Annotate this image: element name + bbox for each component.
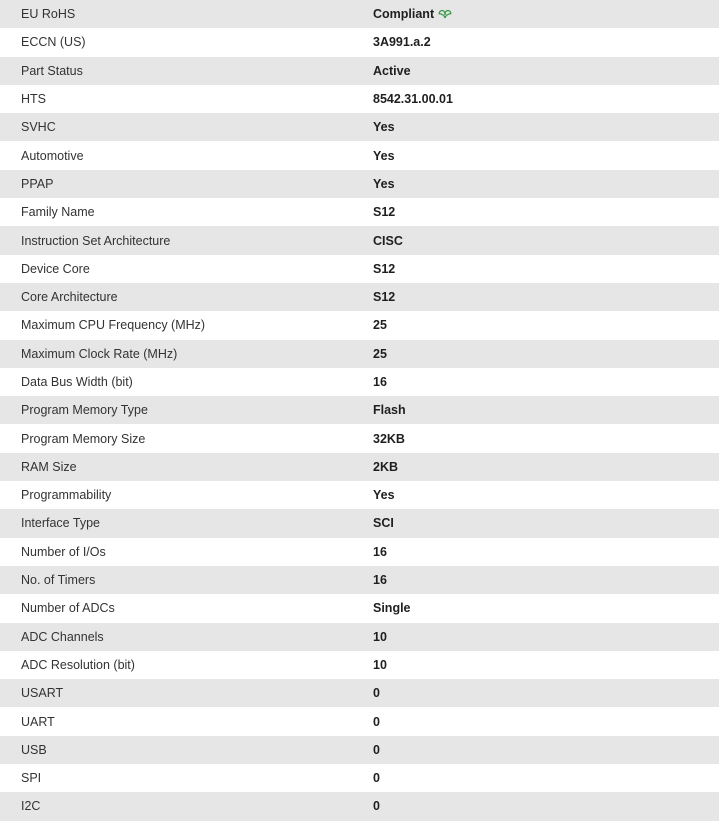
spec-label: Instruction Set Architecture [21, 233, 171, 248]
spec-label: Core Architecture [21, 290, 118, 305]
spec-row [0, 679, 719, 707]
spec-value-cell [373, 57, 719, 85]
spec-value-cell [373, 28, 719, 56]
spec-value-cell [373, 509, 719, 537]
spec-label: ADC Channels [21, 629, 104, 644]
spec-row [0, 311, 719, 339]
spec-row [0, 283, 719, 311]
spec-value: 8542.31.00.01 [373, 92, 453, 107]
spec-value: SCI [373, 516, 394, 531]
spec-value: 16 [373, 544, 387, 559]
spec-label: SVHC [21, 120, 56, 135]
spec-label: EU RoHS [21, 7, 76, 22]
spec-value: 3A991.a.2 [373, 35, 431, 50]
spec-label: Part Status [21, 63, 83, 78]
spec-label: Number of ADCs [21, 601, 115, 616]
spec-label: No. of Timers [21, 573, 96, 588]
spec-label: USB [21, 742, 47, 757]
spec-value-cell [373, 538, 719, 566]
spec-value: S12 [373, 261, 396, 276]
spec-row [0, 764, 719, 792]
spec-value-cell [373, 311, 719, 339]
spec-row [0, 623, 719, 651]
spec-value-cell [373, 368, 719, 396]
spec-value: Yes [373, 488, 395, 503]
spec-value: Yes [373, 120, 395, 135]
spec-row [0, 481, 719, 509]
spec-row [0, 340, 719, 368]
spec-row [0, 28, 719, 56]
spec-value: CISC [373, 233, 403, 248]
spec-value-cell [373, 255, 719, 283]
spec-value: Yes [373, 148, 395, 163]
spec-row [0, 792, 719, 820]
spec-value: Active [373, 63, 411, 78]
leaf-icon [438, 8, 452, 19]
spec-value: Compliant [373, 7, 435, 22]
spec-label: USART [21, 686, 64, 701]
spec-value: 25 [373, 346, 387, 361]
spec-label: Maximum CPU Frequency (MHz) [21, 318, 206, 333]
spec-row [0, 509, 719, 537]
spec-label: ECCN (US) [21, 35, 86, 50]
spec-row [0, 85, 719, 113]
spec-value-cell [373, 170, 719, 198]
spec-row [0, 0, 719, 28]
spec-label: I2C [21, 799, 41, 814]
spec-row [0, 255, 719, 283]
spec-row [0, 453, 719, 481]
spec-value-cell [373, 424, 719, 452]
spec-value-cell [373, 792, 719, 820]
spec-value-cell [373, 340, 719, 368]
spec-label: PPAP [21, 176, 54, 191]
spec-value-cell [373, 707, 719, 735]
spec-value: 0 [373, 714, 380, 729]
spec-row [0, 170, 719, 198]
spec-label: UART [21, 714, 55, 729]
spec-value: S12 [373, 290, 396, 305]
spec-value-cell [373, 623, 719, 651]
spec-row [0, 198, 719, 226]
spec-value: 25 [373, 318, 387, 333]
spec-value: 2KB [373, 459, 399, 474]
spec-value: 10 [373, 657, 387, 672]
spec-value-cell [373, 0, 719, 28]
spec-value-cell [373, 453, 719, 481]
spec-value: 0 [373, 686, 380, 701]
spec-value: 16 [373, 573, 387, 588]
spec-value-cell [373, 396, 719, 424]
spec-label: Automotive [21, 148, 84, 163]
spec-value-cell [373, 113, 719, 141]
spec-value-cell [373, 566, 719, 594]
spec-value: 0 [373, 742, 380, 757]
spec-value-cell [373, 679, 719, 707]
spec-value-cell [373, 651, 719, 679]
spec-row [0, 396, 719, 424]
spec-value-cell [373, 764, 719, 792]
spec-row [0, 57, 719, 85]
spec-value: 32KB [373, 431, 405, 446]
spec-label: Program Memory Size [21, 431, 146, 446]
spec-label: Device Core [21, 261, 90, 276]
spec-label: RAM Size [21, 459, 77, 474]
spec-value: 0 [373, 799, 380, 814]
spec-value-cell [373, 198, 719, 226]
spec-row [0, 736, 719, 764]
spec-value-cell [373, 736, 719, 764]
spec-label: ADC Resolution (bit) [21, 657, 135, 672]
spec-value: Yes [373, 176, 395, 191]
spec-row [0, 141, 719, 169]
spec-value: Flash [373, 403, 406, 418]
spec-label: SPI [21, 771, 42, 786]
spec-row [0, 424, 719, 452]
spec-label: HTS [21, 92, 46, 107]
spec-value: 0 [373, 771, 380, 786]
spec-label: Number of I/Os [21, 544, 106, 559]
spec-label: Programmability [21, 488, 112, 503]
spec-value-cell [373, 85, 719, 113]
spec-value-cell [373, 141, 719, 169]
spec-value-cell [373, 481, 719, 509]
spec-row [0, 538, 719, 566]
spec-value: S12 [373, 205, 396, 220]
spec-row [0, 113, 719, 141]
spec-row [0, 651, 719, 679]
spec-label: Maximum Clock Rate (MHz) [21, 346, 178, 361]
spec-value: 16 [373, 375, 387, 389]
spec-value-cell [373, 594, 719, 622]
spec-label: Data Bus Width (bit) [21, 375, 133, 389]
spec-row [0, 594, 719, 622]
spec-row [0, 226, 719, 254]
spec-value: Single [373, 601, 411, 616]
spec-label: Family Name [21, 205, 95, 220]
spec-value-cell [373, 283, 719, 311]
spec-row [0, 707, 719, 735]
spec-value-cell [373, 226, 719, 254]
spec-row [0, 566, 719, 594]
spec-value: 10 [373, 629, 387, 644]
spec-label: Interface Type [21, 516, 100, 531]
spec-label: Program Memory Type [21, 403, 148, 418]
spec-row [0, 368, 719, 396]
